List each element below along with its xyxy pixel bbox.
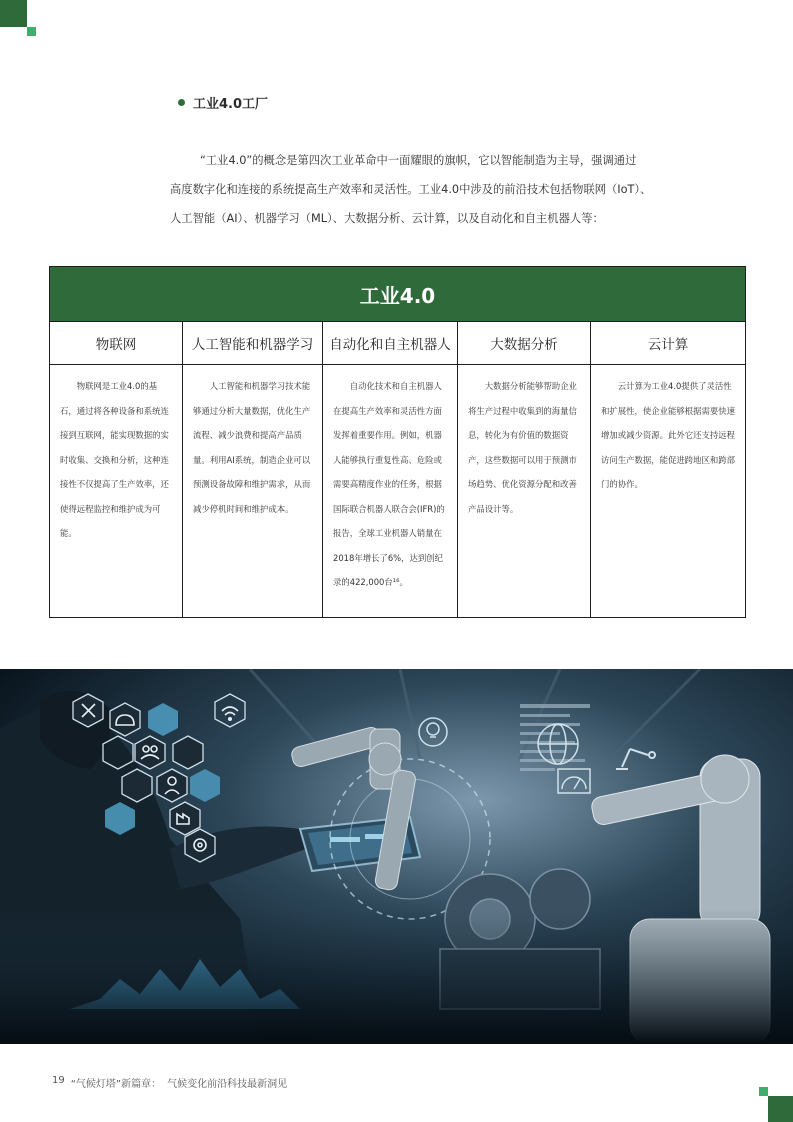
intro-line: “工业4.0”的概念是第四次工业革命中一面耀眼的旗帜，它以智能制造为主导，强调通过: [200, 154, 637, 167]
industry-table: [49, 266, 746, 618]
factory-illustration: [0, 669, 793, 1044]
corner-decoration-bottom-right: [768, 1096, 793, 1122]
bullet-icon: [178, 99, 185, 106]
column-header-automation: 自动化和自主机器人: [323, 322, 458, 365]
cell-text: 自动化技术和自主机器人在提高生产效率和灵活性方面发挥着重要作用。例如，机器人能够执行重复性高、危险或需要高精度作业的任务，根据国际联合机器人联合会(IFR)的报告，全球工业机器人销量在2018年增长了6%，达到创纪录的422,000台¹⁶。: [333, 381, 445, 587]
section-heading: [178, 93, 268, 112]
column-body-ai-ml: [183, 365, 323, 618]
page-number: 19: [52, 1075, 65, 1086]
publication-title: “气候灯塔”新篇章：: [70, 1079, 162, 1090]
column-body-automation: [323, 365, 458, 618]
cell-text: 大数据分析能够帮助企业将生产过程中收集到的海量信息，转化为有价值的数据资产，这些数据可以用于预测市场趋势、优化资源分配和改善产品设计等。: [468, 381, 577, 514]
section-heading-text: 工业4.0工厂: [193, 97, 269, 112]
intro-line: 人工智能（AI）、机器学习（ML）、大数据分析、云计算，以及自动化和自主机器人等：: [170, 212, 604, 225]
column-body-iot: [50, 365, 183, 618]
column-header-ai-ml: 人工智能和机器学习: [183, 322, 323, 365]
corner-decoration-top-left: [0, 0, 27, 27]
page-footer: [52, 1075, 287, 1090]
column-header-big-data: 大数据分析: [458, 322, 591, 365]
intro-paragraph: [170, 146, 690, 233]
column-body-big-data: [458, 365, 591, 618]
cell-text: 云计算为工业4.0提供了灵活性和扩展性，使企业能够根据需要快速增加或减少资源。此外它还支持远程访问生产数据，能促进跨地区和跨部门的协作。: [601, 381, 735, 489]
corner-decoration-bottom-right-small: [759, 1087, 768, 1096]
cell-text: 物联网是工业4.0的基石，通过将各种设备和系统连接到互联网，能实现数据的实时收集、交换和分析，这种连接性不仅提高了生产效率，还使得远程监控和维护成为可能。: [60, 381, 169, 538]
column-header-cloud: 云计算: [591, 322, 746, 365]
factory-photo: [0, 669, 793, 1044]
column-body-cloud: [591, 365, 746, 618]
corner-decoration-top-left-small: [27, 27, 36, 36]
table-title: 工业4.0: [50, 267, 746, 322]
publication-subtitle: 气候变化前沿科技最新洞见: [167, 1079, 288, 1090]
intro-line: 高度数字化和连接的系统提高生产效率和灵活性。工业4.0中涉及的前沿技术包括物联网（IoT）、: [170, 183, 652, 196]
cell-text: 人工智能和机器学习技术能够通过分析大量数据，优化生产流程、减少浪费和提高产品质量。利用AI系统，制造企业可以预测设备故障和维护需求，从而减少停机时间和维护成本。: [193, 381, 311, 514]
column-header-iot: 物联网: [50, 322, 183, 365]
